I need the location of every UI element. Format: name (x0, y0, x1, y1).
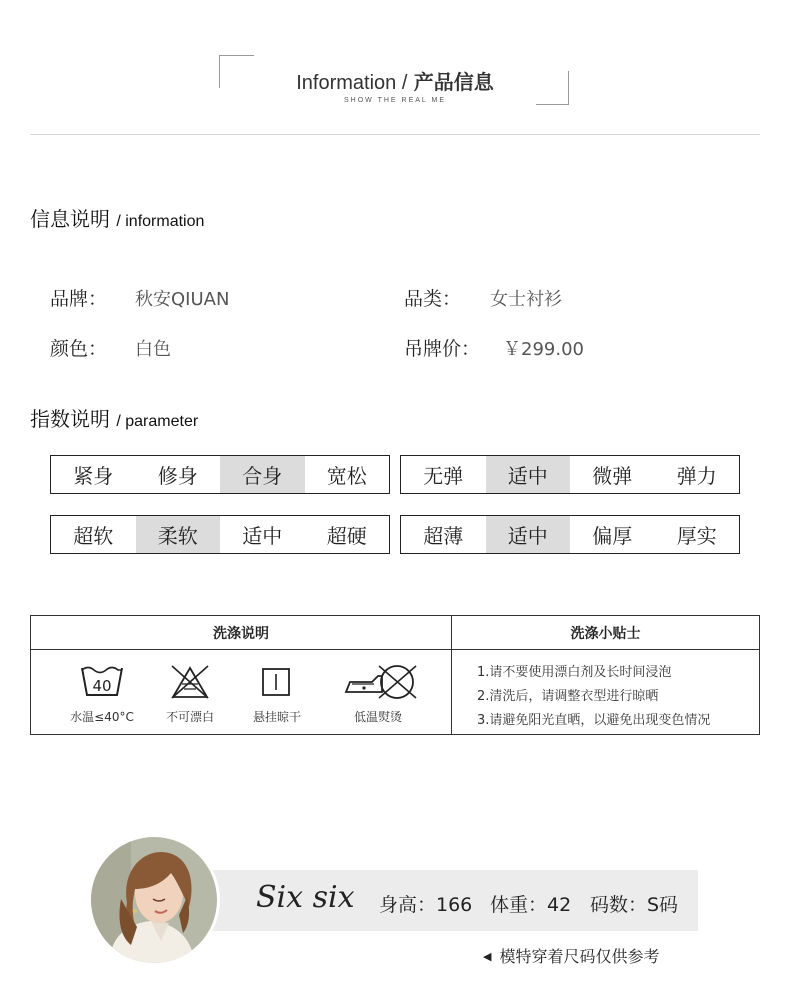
softness-option: 超软 (73, 524, 114, 548)
softness-option: 超硬 (326, 524, 367, 548)
thickness-option: 厚实 (676, 524, 717, 548)
model-photo (91, 837, 217, 963)
softness-scale (50, 515, 390, 554)
wash-40-label: 水温≤40°C (70, 710, 134, 724)
fit-option: 宽松 (326, 464, 367, 488)
note-marker-icon: ◀ (483, 950, 492, 963)
color-value: 白色 (135, 339, 171, 360)
softness-option: 适中 (242, 524, 283, 548)
param-heading-en: / parameter (116, 413, 199, 430)
price-value: ￥299.00 (503, 339, 584, 360)
thickness-option: 偏厚 (592, 524, 633, 548)
category-label: 品类： (404, 288, 462, 310)
page-title-en: Information / (296, 72, 408, 94)
hang-dry-icon (262, 668, 290, 696)
info-section-heading (30, 203, 204, 232)
param-section-heading (30, 403, 198, 432)
fit-option: 合身 (220, 456, 305, 493)
thickness-option: 超薄 (423, 524, 464, 548)
wash-tips-header: 洗涤小贴士 (570, 625, 641, 642)
model-height: 身高：166 (379, 894, 473, 916)
low-iron-label: 低温熨烫 (353, 710, 402, 724)
info-heading-en: / information (116, 213, 205, 230)
wash-instructions-header: 洗涤说明 (213, 625, 269, 642)
stretch-scale (400, 455, 740, 494)
info-heading-zh: 信息说明 (30, 207, 110, 231)
model-avatar (88, 834, 220, 966)
page-subtitle: SHOW THE REAL ME (343, 97, 446, 104)
page-title-zh: 产品信息 (413, 70, 494, 94)
no-bleach-label: 不可漂白 (165, 710, 214, 724)
color-label: 颜色： (50, 338, 108, 360)
fit-option: 修身 (157, 464, 198, 488)
model-size-note (483, 944, 659, 967)
fit-option: 紧身 (73, 464, 114, 488)
wash-tip-item: 2.清洗后，请调整衣型进行晾晒 (477, 689, 659, 704)
softness-option: 柔软 (136, 516, 221, 553)
brand-value: 秋安QIUAN (135, 289, 230, 310)
param-heading-zh: 指数说明 (30, 407, 110, 431)
model-size-note-text: 模特穿着尺码仅供参考 (499, 947, 660, 966)
header-divider (30, 134, 760, 135)
no-bleach-icon (170, 664, 210, 700)
brand-label: 品牌： (50, 288, 108, 310)
low-iron-icon (344, 662, 418, 702)
care-table-header-rule (31, 649, 759, 650)
model-size: 码数：S码 (590, 894, 679, 916)
stretch-option: 无弹 (423, 464, 464, 488)
hang-dry-label: 悬挂晾干 (252, 710, 301, 724)
stretch-option: 适中 (486, 456, 571, 493)
page-title (0, 66, 790, 95)
model-weight: 体重：42 (490, 894, 572, 916)
model-signature: Six six (256, 880, 355, 915)
wash-temp-number: 40 (92, 677, 112, 695)
wash-tip-item: 1.请不要使用漂白剂及长时间浸泡 (477, 665, 672, 680)
fit-scale (50, 455, 390, 494)
wash-tip-item: 3.请避免阳光直晒，以避免出现变色情况 (477, 713, 711, 728)
care-table (30, 615, 760, 735)
category-value: 女士衬衫 (490, 289, 562, 310)
thickness-scale (400, 515, 740, 554)
stretch-option: 弹力 (676, 464, 717, 488)
price-label: 吊牌价： (404, 338, 481, 360)
wash-40-icon (80, 664, 124, 698)
thickness-option: 适中 (486, 516, 571, 553)
stretch-option: 微弹 (592, 464, 633, 488)
